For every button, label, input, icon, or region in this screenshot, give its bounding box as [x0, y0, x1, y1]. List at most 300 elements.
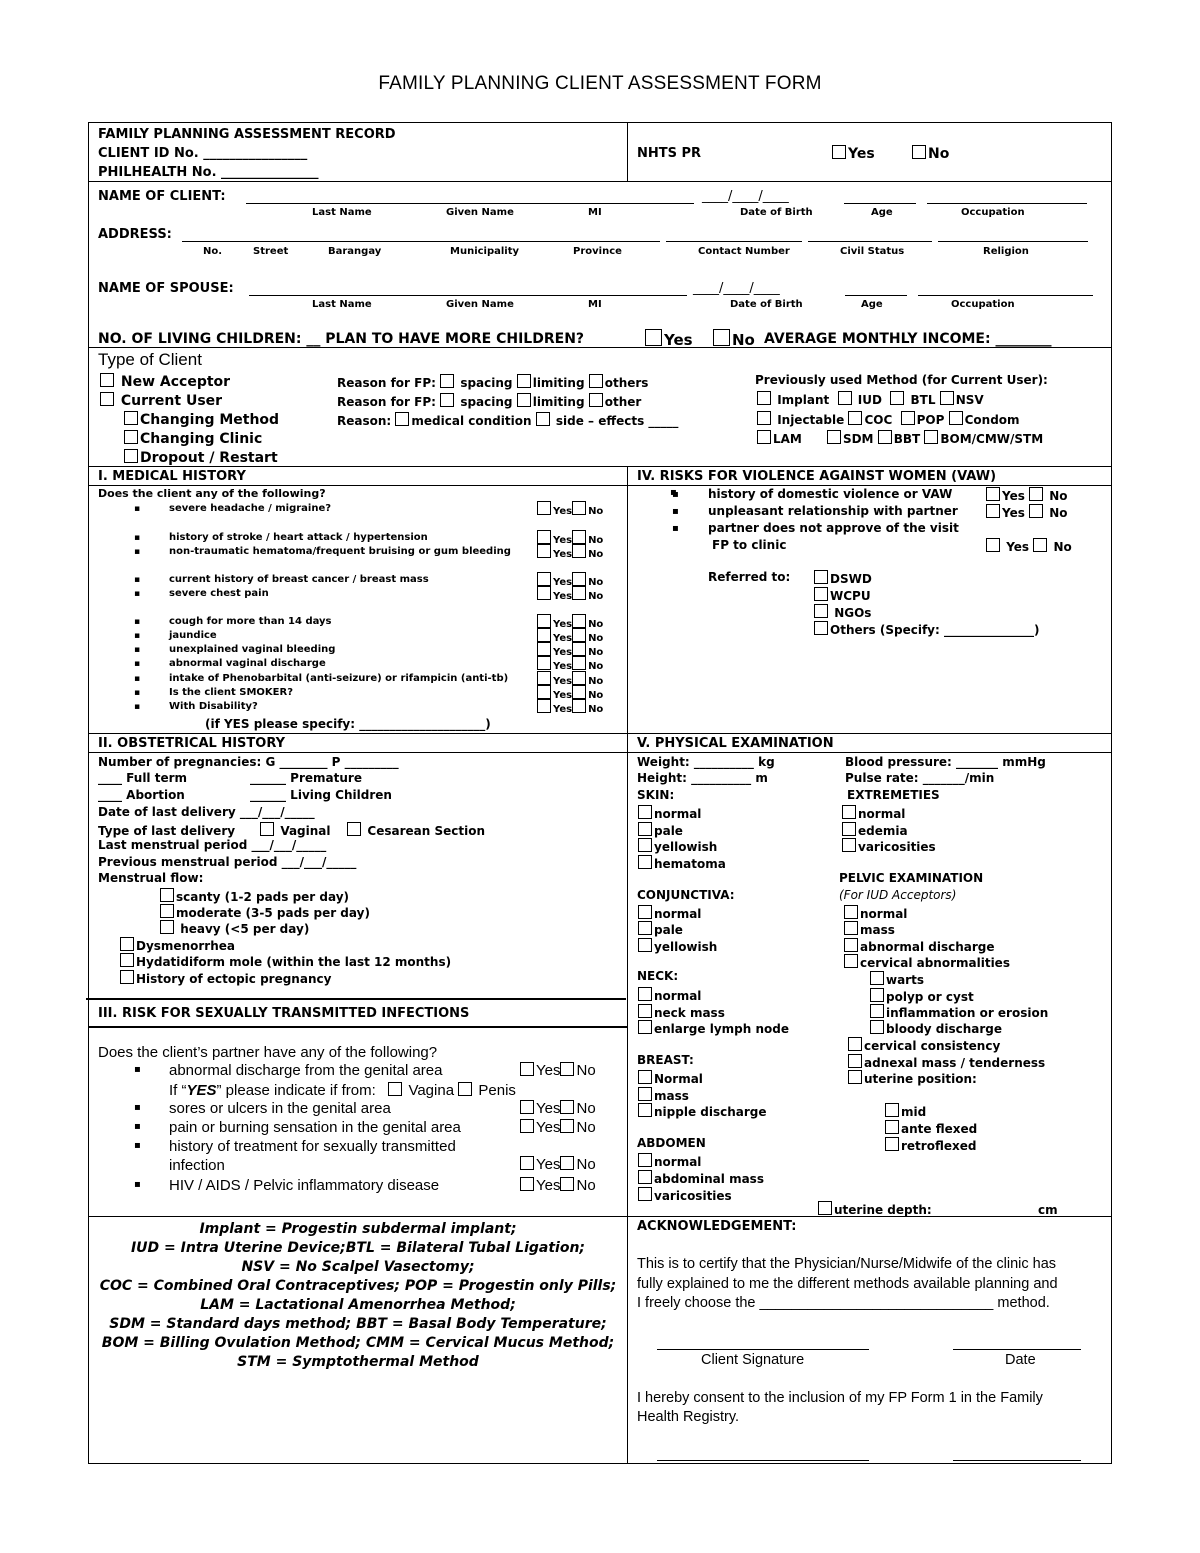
checkbox[interactable]: [520, 1119, 534, 1133]
cervical-option[interactable]: [870, 1004, 1048, 1019]
checkbox[interactable]: [848, 1070, 862, 1084]
checkbox[interactable]: [517, 374, 531, 388]
breast-option-label: nipple discharge: [654, 1105, 767, 1119]
checkbox[interactable]: [757, 411, 771, 425]
checkbox[interactable]: [638, 987, 652, 1001]
legend-line: NSV = No Scalpel Vasectomy;: [241, 1259, 475, 1275]
sti-item: sores or ulcers in the genital area: [169, 1100, 391, 1117]
medical-yes-no: [537, 544, 603, 560]
referral-option[interactable]: DSWD: [814, 570, 872, 585]
checkbox[interactable]: [120, 937, 134, 951]
checkbox[interactable]: [818, 1201, 832, 1215]
checkbox[interactable]: [842, 838, 856, 852]
flow-heavy[interactable]: heavy (<5 per day): [160, 920, 309, 935]
checkbox[interactable]: [572, 501, 586, 515]
checkbox[interactable]: [848, 1054, 862, 1068]
no-label: No: [588, 661, 604, 672]
abdomen-option[interactable]: [638, 1187, 732, 1202]
checkbox[interactable]: [885, 1137, 899, 1151]
checkbox[interactable]: [160, 904, 174, 918]
checkbox[interactable]: [1033, 538, 1047, 552]
type-heading: Type of Client: [98, 350, 202, 369]
checkbox[interactable]: [560, 1100, 574, 1114]
neck-option[interactable]: [638, 987, 701, 1002]
conjunctiva-option[interactable]: [638, 905, 701, 920]
breast-option[interactable]: [638, 1103, 767, 1118]
date-line[interactable]: [953, 1349, 1081, 1350]
breast-option[interactable]: [638, 1070, 703, 1085]
neck-option-label: enlarge lymph node: [654, 1022, 789, 1036]
checkbox[interactable]: [347, 822, 361, 836]
consent-date-line[interactable]: [953, 1460, 1081, 1461]
checkbox[interactable]: [572, 642, 586, 656]
breast-label: BREAST:: [637, 1053, 694, 1067]
heading-underline-obstetric: [88, 752, 628, 753]
checkbox[interactable]: [520, 1177, 534, 1191]
uterine-option[interactable]: [885, 1120, 977, 1135]
label: adnexal mass / tenderness: [864, 1056, 1046, 1070]
checkbox[interactable]: [1029, 487, 1043, 501]
lmp-field[interactable]: Last menstrual period ___/___/_____: [98, 838, 327, 852]
no-label: No: [588, 690, 604, 701]
new-acceptor-option[interactable]: New Acceptor: [100, 373, 230, 389]
abdomen-option[interactable]: [638, 1170, 764, 1185]
pulse-field[interactable]: Pulse rate: _______/min: [845, 771, 995, 785]
living-children-field[interactable]: NO. OF LIVING CHILDREN: __ PLAN TO HAVE MORE CHILDREN?: [98, 331, 585, 347]
checkbox[interactable]: [572, 628, 586, 642]
checkbox[interactable]: [458, 1082, 472, 1096]
referral-option[interactable]: Others (Specify: _______________): [814, 621, 1039, 636]
yes-label: Yes: [536, 1119, 561, 1136]
medical-bottom-line: [88, 733, 1112, 734]
sti-heading-line: [88, 1026, 628, 1028]
checkbox[interactable]: [986, 487, 1000, 501]
pregnancies-field[interactable]: Number of pregnancies: G ________ P _________: [98, 755, 399, 769]
checkbox[interactable]: [572, 656, 586, 670]
checkbox[interactable]: [638, 855, 652, 869]
extremity-option[interactable]: [842, 805, 905, 820]
conjunctiva-option-label: yellowish: [654, 940, 718, 954]
checkbox[interactable]: [560, 1156, 574, 1170]
bullet-icon: ▪: [672, 523, 679, 534]
checkbox[interactable]: [572, 685, 586, 699]
flow-scanty[interactable]: scanty (1-2 pads per day): [160, 888, 349, 903]
checkbox[interactable]: [536, 412, 550, 426]
obstetric-bottom-line: [86, 998, 626, 1000]
checkbox[interactable]: [848, 411, 862, 425]
consent-line-2: Health Registry.: [637, 1409, 740, 1425]
bullet-icon: ▪: [134, 547, 141, 557]
medical-yes-no: [537, 586, 603, 602]
checkbox[interactable]: [986, 538, 1000, 552]
cervical-option[interactable]: [870, 988, 974, 1003]
breast-option[interactable]: [638, 1087, 689, 1102]
checkbox[interactable]: [560, 1177, 574, 1191]
sublabel-civil-status: Civil Status: [840, 246, 905, 257]
checkbox[interactable]: [638, 921, 652, 935]
legend-line: Implant = Progestin subdermal implant;: [199, 1221, 517, 1237]
yes-label: Yes: [553, 506, 573, 517]
pelvic-option[interactable]: [844, 954, 1010, 969]
current-user-option[interactable]: Current User: [100, 392, 222, 408]
checkbox[interactable]: [537, 699, 551, 713]
bullet-icon: ▪: [134, 631, 141, 641]
cervical-option[interactable]: [870, 971, 924, 986]
bullet-icon: ▪: [134, 617, 141, 627]
checkbox[interactable]: [537, 501, 551, 515]
no-label: No: [588, 633, 604, 644]
uterine-position-option[interactable]: [848, 1070, 977, 1085]
checkbox[interactable]: [120, 953, 134, 967]
client-name-line[interactable]: [246, 203, 694, 204]
sublabel-municipality: Municipality: [450, 246, 520, 257]
checkbox[interactable]: [638, 805, 652, 819]
philhealth-field[interactable]: PHILHEALTH No. _______________: [98, 165, 319, 180]
spouse-sublabel-occupation: Occupation: [951, 299, 1015, 310]
checkbox[interactable]: [160, 888, 174, 902]
conjunctiva-option[interactable]: [638, 938, 717, 953]
sublabel-no: No.: [203, 246, 223, 257]
pelvic-option[interactable]: [844, 921, 895, 936]
checkbox[interactable]: [844, 938, 858, 952]
contact-line[interactable]: [666, 241, 802, 242]
bullet-icon: ▪: [672, 489, 679, 500]
no-label: No: [576, 1062, 596, 1079]
checkbox[interactable]: [537, 642, 551, 656]
reason2-row: Reason for FP: spacing limiting other: [337, 395, 642, 409]
checkbox[interactable]: [537, 656, 551, 670]
checkbox[interactable]: [870, 1020, 884, 1034]
checkbox[interactable]: [572, 572, 586, 586]
pmp-field[interactable]: Previous menstrual period ___/___/_____: [98, 855, 357, 869]
checkbox[interactable]: [572, 699, 586, 713]
cervical-option-label: bloody discharge: [886, 1022, 1003, 1036]
checkbox[interactable]: [638, 938, 652, 952]
checkbox[interactable]: [440, 374, 454, 388]
checkbox[interactable]: [814, 587, 828, 601]
vaw-item: partner does not approve of the visit: [708, 521, 959, 535]
religion-line[interactable]: [938, 241, 1088, 242]
checkbox[interactable]: [120, 970, 134, 984]
full-term-field[interactable]: ____ Full term: [98, 771, 188, 785]
bullet-icon: ▪: [672, 506, 679, 517]
checkbox[interactable]: [440, 393, 454, 407]
heading-underline-physical: [627, 752, 1112, 753]
checkbox[interactable]: [124, 411, 138, 425]
extremity-option-label: edemia: [858, 824, 908, 838]
label: uterine position:: [864, 1072, 977, 1086]
checkbox[interactable]: [520, 1156, 534, 1170]
client-dob-field[interactable]: ____/____/____: [702, 189, 789, 204]
extremity-option[interactable]: [842, 838, 936, 853]
checkbox[interactable]: [589, 393, 603, 407]
neck-option[interactable]: [638, 1004, 725, 1019]
sublabel-province: Province: [573, 246, 622, 257]
skin-label: SKIN:: [637, 788, 675, 802]
bullet-icon: ▪: [134, 1179, 141, 1190]
no-label: No: [576, 1177, 596, 1194]
yes-label: Yes: [553, 647, 573, 658]
reason1-row: Reason for FP: spacing limiting others: [337, 376, 649, 390]
pelvic-note: (For IUD Acceptors): [839, 888, 957, 902]
checkbox[interactable]: [638, 822, 652, 836]
disability-specify-field[interactable]: (if YES please specify: _____________________): [205, 717, 491, 731]
checkbox[interactable]: [890, 391, 904, 405]
last-delivery-field[interactable]: Date of last delivery ___/___/_____: [98, 805, 315, 819]
spouse-name-line[interactable]: [249, 295, 687, 296]
medical-item: severe chest pain: [169, 588, 269, 599]
checkbox[interactable]: [572, 671, 586, 685]
checkbox[interactable]: [520, 1100, 534, 1114]
abdomen-option-label: varicosities: [654, 1189, 732, 1203]
checkbox[interactable]: [100, 373, 114, 387]
no-label: No: [576, 1156, 596, 1173]
bullet-icon: ▪: [134, 645, 141, 655]
checkbox[interactable]: [814, 604, 828, 618]
previous-method-label: Previously used Method (for Current User):: [755, 373, 1048, 387]
living-children-field[interactable]: ______ Living Children: [250, 788, 392, 802]
no-label: No: [588, 549, 604, 560]
checkbox[interactable]: [757, 391, 771, 405]
checkbox[interactable]: [537, 530, 551, 544]
sublabel-dob: Date of Birth: [740, 207, 813, 218]
checkbox[interactable]: [638, 1187, 652, 1201]
checkbox[interactable]: [842, 805, 856, 819]
checkbox[interactable]: [638, 1004, 652, 1018]
neck-label: NECK:: [637, 969, 679, 983]
uterine-depth-field[interactable]: uterine depth:: [818, 1201, 932, 1216]
checkbox[interactable]: [100, 392, 114, 406]
checkbox[interactable]: [870, 971, 884, 985]
ack-heading: ACKNOWLEDGEMENT:: [637, 1219, 797, 1234]
checkbox[interactable]: [560, 1119, 574, 1133]
no-label: No: [588, 704, 604, 715]
checkbox[interactable]: [870, 988, 884, 1002]
cervical-option-label: polyp or cyst: [886, 990, 974, 1004]
checkbox[interactable]: [520, 1062, 534, 1076]
skin-option[interactable]: [638, 838, 717, 853]
dysmenorrhea-option[interactable]: Dysmenorrhea: [120, 937, 235, 952]
checkbox[interactable]: [638, 1103, 652, 1117]
neck-option[interactable]: [638, 1020, 789, 1035]
pelvic-label: PELVIC EXAMINATION: [839, 871, 984, 885]
cervical-consistency-option[interactable]: [848, 1037, 1000, 1052]
medical-item: jaundice: [169, 630, 217, 641]
checkbox[interactable]: [844, 954, 858, 968]
no-label: No: [588, 619, 604, 630]
checkbox[interactable]: [260, 822, 274, 836]
sublabel-street: Street: [253, 246, 289, 257]
uterine-option[interactable]: [885, 1137, 976, 1152]
flow-moderate[interactable]: moderate (3-5 pads per day): [160, 904, 370, 919]
checkbox[interactable]: [537, 544, 551, 558]
checkbox[interactable]: [838, 391, 852, 405]
checkbox[interactable]: [814, 570, 828, 584]
checkbox[interactable]: [842, 822, 856, 836]
checkbox[interactable]: [713, 329, 730, 346]
checkbox[interactable]: [901, 411, 915, 425]
checkbox[interactable]: [844, 921, 858, 935]
checkbox[interactable]: [572, 614, 586, 628]
checkbox[interactable]: [814, 621, 828, 635]
checkbox[interactable]: [885, 1103, 899, 1117]
checkbox[interactable]: [757, 430, 771, 444]
spouse-occupation-line[interactable]: [918, 295, 1093, 296]
client-signature-line[interactable]: [657, 1349, 869, 1350]
legend-line: LAM = Lactational Amenorrhea Method;: [200, 1297, 516, 1313]
consent-signature-line[interactable]: [657, 1460, 869, 1461]
checkbox[interactable]: [395, 412, 409, 426]
header-bottom-line: [88, 181, 1112, 182]
yes-label: Yes: [553, 549, 573, 560]
sti-heading: III. RISK FOR SEXUALLY TRANSMITTED INFECTIONS: [98, 1006, 470, 1021]
bp-field[interactable]: Blood pressure: _______ mmHg: [845, 755, 1046, 769]
date-label: Date: [1005, 1352, 1036, 1368]
checkbox[interactable]: [912, 145, 926, 159]
client-occupation-line[interactable]: [927, 203, 1087, 204]
skin-option[interactable]: [638, 822, 683, 837]
spouse-dob-field[interactable]: ____/____/____: [693, 281, 780, 296]
abortion-field[interactable]: ____ Abortion: [98, 788, 185, 802]
uterine-option[interactable]: [885, 1103, 926, 1118]
more-children-no[interactable]: No: [713, 329, 755, 348]
weight-field[interactable]: Weight: __________ kg: [637, 755, 775, 769]
income-field[interactable]: AVERAGE MONTHLY INCOME: ________: [764, 331, 1052, 347]
checkbox[interactable]: [638, 1087, 652, 1101]
checkbox[interactable]: [537, 614, 551, 628]
yes-label: Yes: [553, 619, 573, 630]
dropout-option[interactable]: Dropout / Restart: [124, 449, 278, 465]
premature-field[interactable]: ______ Premature: [250, 771, 362, 785]
checkbox[interactable]: [924, 430, 938, 444]
checkbox[interactable]: [517, 393, 531, 407]
checkbox[interactable]: [537, 586, 551, 600]
checkbox[interactable]: [827, 430, 841, 444]
checkbox[interactable]: [124, 430, 138, 444]
vaw-heading: IV. RISKS FOR VIOLENCE AGAINST WOMEN (VAW): [637, 469, 997, 484]
checkbox[interactable]: [572, 530, 586, 544]
checkbox[interactable]: [638, 1020, 652, 1034]
more-children-yes[interactable]: Yes: [645, 329, 693, 348]
no-label: No: [576, 1119, 596, 1136]
checkbox[interactable]: [572, 586, 586, 600]
height-field[interactable]: Height: __________ m: [637, 771, 768, 785]
heading-underline-medical: [88, 485, 628, 486]
checkbox[interactable]: [638, 1153, 652, 1167]
address-line[interactable]: [182, 241, 660, 242]
spouse-age-line[interactable]: [845, 295, 907, 296]
checkbox[interactable]: [589, 374, 603, 388]
methods-row-3: LAM SDM BBT BOM/CMW/STM: [757, 430, 1043, 445]
consent-line-1: I hereby consent to the inclusion of my FP Form 1 in the Family: [637, 1390, 1043, 1406]
nhts-yes[interactable]: Yes: [832, 145, 875, 161]
checkbox[interactable]: [885, 1120, 899, 1134]
vaw-yes-no-2: Yes No: [986, 504, 1068, 519]
checkbox[interactable]: [537, 685, 551, 699]
ack-line-3[interactable]: I freely choose the _____________________________ method.: [637, 1295, 1050, 1311]
client-age-line[interactable]: [844, 203, 916, 204]
checkbox[interactable]: [560, 1062, 574, 1076]
checkbox[interactable]: [949, 411, 963, 425]
checkbox[interactable]: [638, 838, 652, 852]
civil-status-line[interactable]: [808, 241, 932, 242]
sti-item: abnormal discharge from the genital area: [169, 1062, 443, 1079]
menstrual-flow-label: Menstrual flow:: [98, 871, 204, 885]
checkbox[interactable]: [537, 628, 551, 642]
vaw-yes-no-1: Yes No: [986, 487, 1068, 502]
pelvic-option[interactable]: [844, 905, 907, 920]
client-id-field[interactable]: CLIENT ID No. ________________: [98, 146, 308, 161]
checkbox[interactable]: [832, 145, 846, 159]
sublabel-barangay: Barangay: [328, 246, 382, 257]
checkbox[interactable]: [638, 1070, 652, 1084]
ectopic-option[interactable]: History of ectopic pregnancy: [120, 970, 331, 985]
conjunctiva-option[interactable]: [638, 921, 683, 936]
checkbox[interactable]: [160, 920, 174, 934]
checkbox[interactable]: [1029, 504, 1043, 518]
checkbox[interactable]: [844, 905, 858, 919]
checkbox[interactable]: [124, 449, 138, 463]
skin-option-label: pale: [654, 824, 683, 838]
methods-row-2: Injectable COC POP Condom: [757, 411, 1020, 426]
checkbox[interactable]: [572, 544, 586, 558]
checkbox[interactable]: [940, 391, 954, 405]
abbreviation-legend: [88, 1220, 628, 1372]
nhts-no[interactable]: No: [912, 145, 949, 161]
bullet-icon: ▪: [134, 1140, 141, 1151]
skin-option[interactable]: [638, 805, 701, 820]
checkbox[interactable]: [638, 1170, 652, 1184]
medical-item: non-traumatic hematoma/frequent bruising or gum bleeding: [169, 546, 511, 557]
obstetric-heading: II. OBSTETRICAL HISTORY: [98, 736, 286, 751]
checkbox[interactable]: [645, 329, 662, 346]
abdomen-option[interactable]: [638, 1153, 701, 1168]
sti-yes-no: [520, 1177, 596, 1193]
yes-label: Yes: [553, 591, 573, 602]
referral-option[interactable]: NGOs: [814, 604, 871, 619]
checkbox[interactable]: [537, 671, 551, 685]
hydatidiform-option[interactable]: Hydatidiform mole (within the last 12 months): [120, 953, 451, 968]
cervical-option-label: warts: [886, 973, 924, 987]
checkbox[interactable]: [986, 504, 1000, 518]
abdomen-label: ABDOMEN: [637, 1136, 706, 1150]
extremity-option[interactable]: [842, 822, 908, 837]
cervical-option[interactable]: [870, 1020, 1002, 1035]
changing-method-option[interactable]: Changing Method: [124, 411, 279, 427]
checkbox[interactable]: [638, 905, 652, 919]
abdomen-option-label: normal: [654, 1155, 702, 1169]
changing-clinic-option[interactable]: Changing Clinic: [124, 430, 262, 446]
sti-yes-no: [520, 1156, 596, 1172]
extremity-option-label: normal: [858, 807, 906, 821]
adnexal-option[interactable]: [848, 1054, 1045, 1069]
skin-option-label: normal: [654, 807, 702, 821]
referral-option[interactable]: WCPU: [814, 587, 871, 602]
checkbox[interactable]: [537, 572, 551, 586]
checkbox[interactable]: [870, 1004, 884, 1018]
medical-yes-no: [537, 501, 603, 517]
checkbox[interactable]: [848, 1037, 862, 1051]
checkbox[interactable]: [388, 1082, 402, 1096]
yes-label: Yes: [553, 661, 573, 672]
breast-option-label: Normal: [654, 1072, 703, 1086]
skin-option[interactable]: [638, 855, 726, 870]
checkbox[interactable]: [878, 430, 892, 444]
legend-line: COC = Combined Oral Contraceptives; POP = Progestin only Pills;: [99, 1278, 617, 1294]
pelvic-option[interactable]: [844, 938, 995, 953]
medical-yes-no: [537, 699, 603, 715]
sublabel-religion: Religion: [983, 246, 1029, 257]
